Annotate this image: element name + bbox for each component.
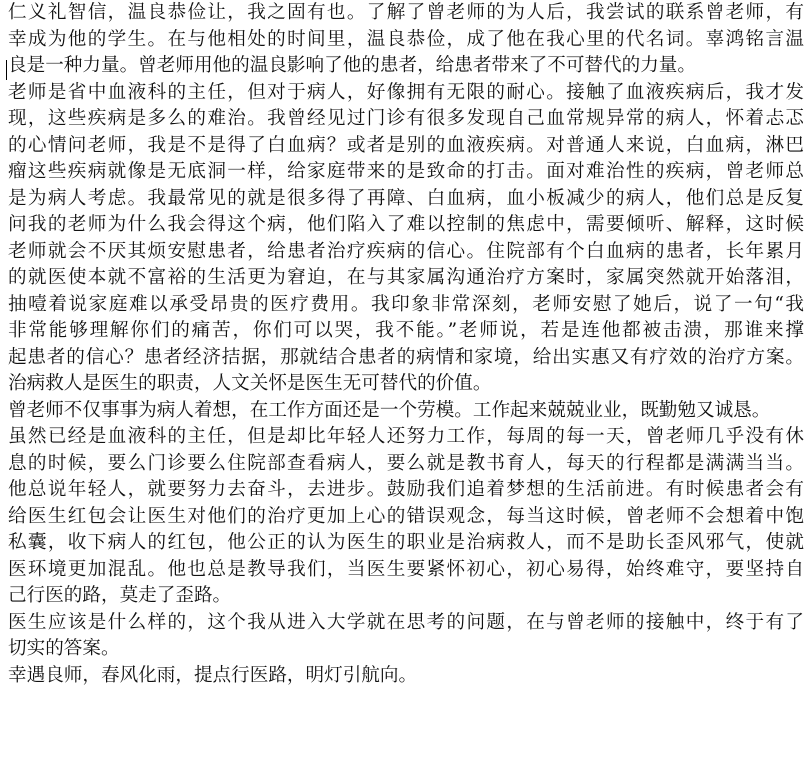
text-line-6: 的心情问老师，我是不是得了白血病？或者是别的血液疾病。对普通人来说，白血病，淋巴 bbox=[8, 134, 804, 156]
text-line-25: 切实的答案。 bbox=[8, 638, 120, 659]
document-body bbox=[8, 0, 804, 689]
text-line-20: 给医生红包会让医生对他们的治疗更加上心的错误观念，每当这时候，曾老师不会想着中饱 bbox=[8, 505, 804, 527]
text-line-2: 幸成为他的学生。在与他相处的时间里，温良恭俭，成了他在我心里的代名词。辜鸿铭言温 bbox=[8, 28, 804, 50]
text-line-14: 起患者的信心？患者经济拮据，那就结合患者的病情和家境，给出实惠又有疗效的治疗方案。 bbox=[8, 346, 804, 368]
text-cursor bbox=[6, 60, 7, 80]
text-line-11: 的就医使本就不富裕的生活更为窘迫，在与其家属沟通治疗方案时，家属突然就开始落泪， bbox=[8, 267, 804, 288]
text-line-5: 现，这些疾病是多么的难治。我曾经见过门诊有很多发现自己血常规异常的病人，怀着忐忑 bbox=[8, 108, 804, 129]
text-line-12: 抽噎着说家庭难以承受昂贵的医疗费用。我印象非常深刻，老师安慰了她后，说了一句“我 bbox=[8, 293, 804, 315]
text-line-16: 曾老师不仅事事为病人着想，在工作方面还是一个劳模。工作起来兢兢业业，既勤勉又诚恳。 bbox=[8, 399, 771, 421]
text-line-24: 医生应该是什么样的，这个我从进入大学就在思考的问题，在与曾老师的接触中，终于有了 bbox=[8, 611, 804, 633]
text-line-1: 仁义礼智信，温良恭俭让，我之固有也。了解了曾老师的为人后，我尝试的联系曾老师，有 bbox=[8, 2, 804, 23]
text-line-21: 私囊，收下病人的红包，他公正的认为医生的职业是治病救人，而不是助长歪风邪气，使就 bbox=[8, 532, 804, 553]
text-line-8: 是为病人考虑。我最常见的就是很多得了再障、白血病，血小板减少的病人，他们总是反复 bbox=[8, 187, 804, 209]
text-line-9: 问我的老师为什么我会得这个病，他们陷入了难以控制的焦虑中，需要倾听、解释，这时候 bbox=[8, 214, 804, 235]
text-line-4: 老师是省中血液科的主任，但对于病人，好像拥有无限的耐心。接触了血液疾病后，我才发 bbox=[8, 81, 804, 103]
text-line-19: 他总说年轻人，就要努力去奋斗，去进步。鼓励我们追着梦想的生活前进。有时候患者会有 bbox=[8, 479, 804, 500]
text-line-26: 幸遇良师，春风化雨，提点行医路，明灯引航向。 bbox=[8, 664, 418, 686]
text-line-15: 治病救人是医生的职责，人文关怀是医生无可替代的价值。 bbox=[8, 373, 492, 394]
text-line-17: 虽然已经是血液科的主任，但是却比年轻人还努力工作，每周的每一天，曾老师几乎没有休 bbox=[8, 426, 804, 447]
text-line-13: 非常能够理解你们的痛苦，你们可以哭，我不能。”老师说，若是连他都被击溃，那谁来撑 bbox=[8, 320, 804, 341]
text-line-7: 瘤这些疾病就像是无底洞一样，给家庭带来的是致命的打击。面对难治性的疾病，曾老师总 bbox=[8, 161, 804, 182]
text-line-3: 良是一种力量。曾老师用他的温良影响了他的患者，给患者带来了不可替代的力量。 bbox=[8, 55, 696, 76]
text-line-22: 医环境更加混乱。他也总是教导我们，当医生要紧怀初心，初心易得，始终难守，要坚持自 bbox=[8, 558, 804, 580]
text-line-10: 老师就会不厌其烦安慰患者，给患者治疗疾病的信心。住院部有个白血病的患者，长年累月 bbox=[8, 240, 804, 262]
text-line-18: 息的时候，要么门诊要么住院部查看病人，要么就是教书育人，每天的行程都是满满当当。 bbox=[8, 452, 804, 474]
text-line-23: 己行医的路，莫走了歪路。 bbox=[8, 585, 232, 606]
